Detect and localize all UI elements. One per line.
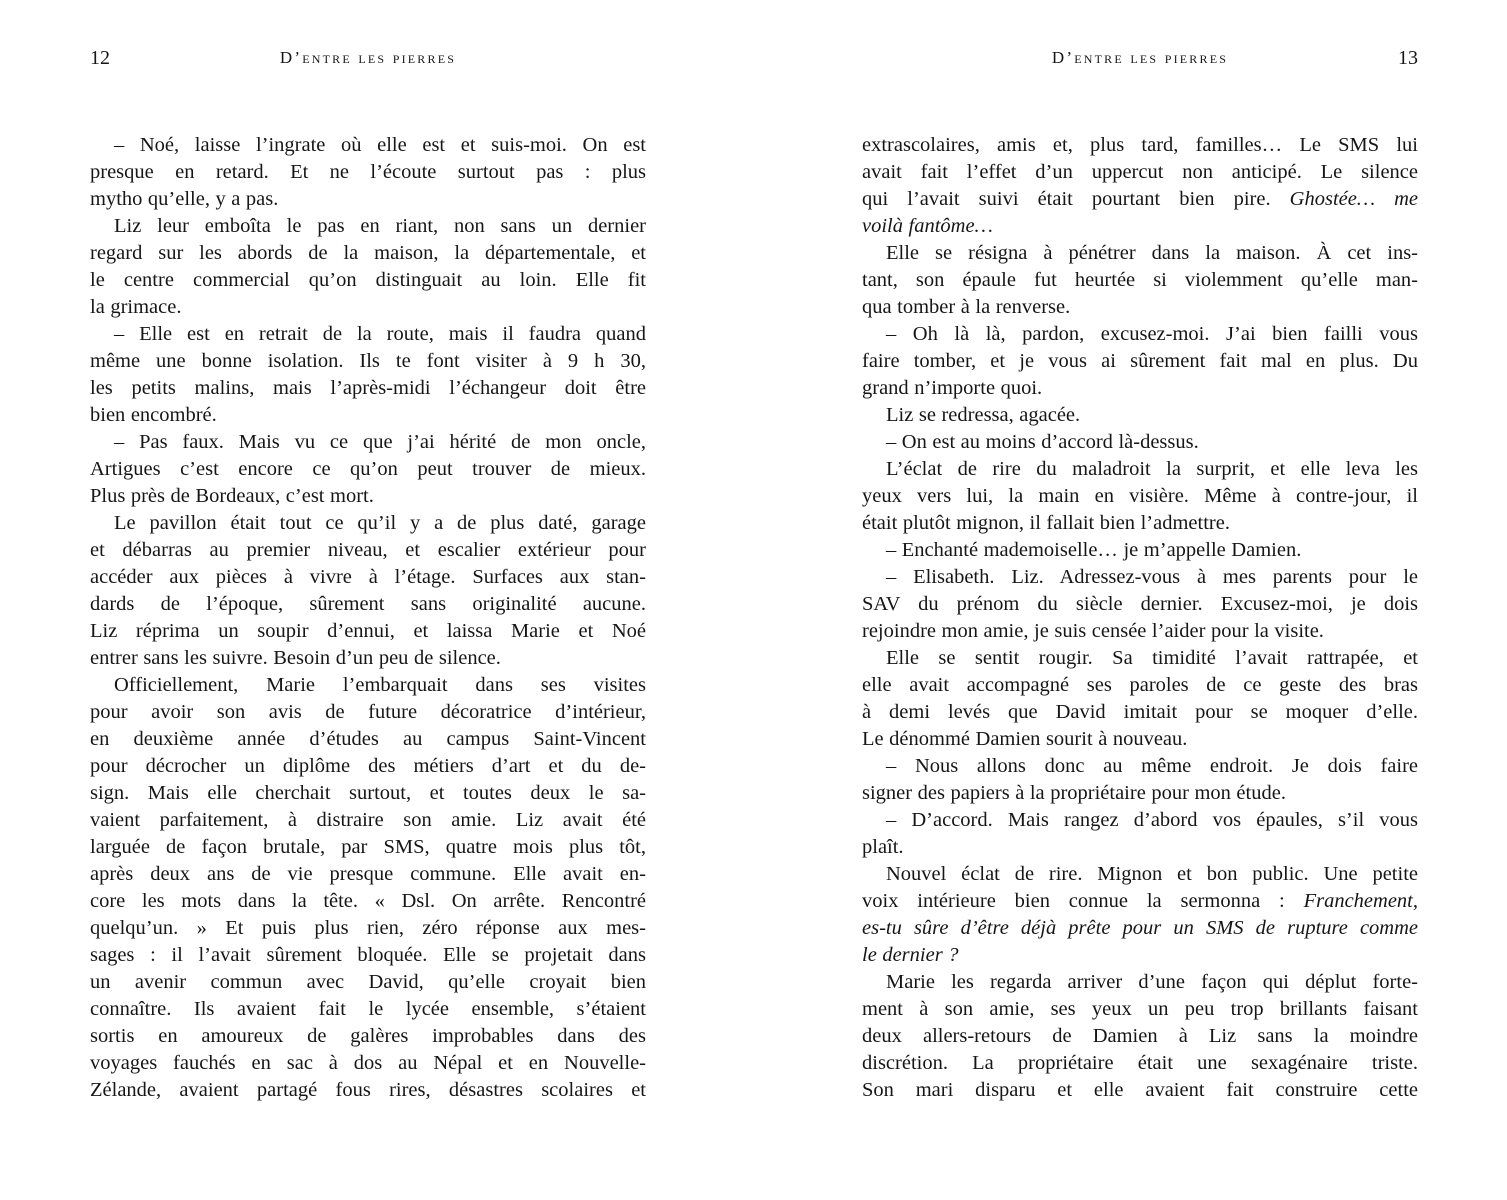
text-line: es-tu sûre d’être déjà prête pour un SMS de rupture comme [862,917,1418,939]
text-line: pour avoir son avis de future décoratrice d’intérieur, [90,701,646,723]
text-line: voyages fauchés en sac à dos au Népal et en Nouvelle- [90,1052,646,1074]
text-line: – Nous allons donc au même endroit. Je dois faire [886,755,1418,777]
text-line: même une bonne isolation. Ils te font visiter à 9 h 30, [90,350,646,372]
text-line: – Noé, laisse l’ingrate où elle est et suis-moi. On est [114,134,646,156]
text-line: signer des papiers à la propriétaire pour mon étude. [862,782,1286,804]
text-line: Marie les regarda arriver d’une façon qui déplut forte- [886,971,1418,993]
running-header [90,46,646,70]
text-line: Plus près de Bordeaux, c’est mort. [90,485,374,507]
text-line: – On est au moins d’accord là-dessus. [886,431,1199,453]
text-line: regard sur les abords de la maison, la départementale, et [90,242,646,264]
text-line: Zélande, avaient partagé fous rires, désastres scolaires et [90,1079,646,1101]
text-line: faire tomber, et je vous ai sûrement fait mal en plus. Du [862,350,1418,372]
page-number: 12 [90,47,110,69]
page-body [862,132,1418,1104]
text-line: Officiellement, Marie l’embarquait dans ses visites [114,674,646,696]
text-line: Nouvel éclat de rire. Mignon et bon public. Une petite [886,863,1418,885]
text-line: – Oh là là, pardon, excusez-moi. J’ai bien failli vous [886,323,1418,345]
text-line: le centre commercial qu’on distinguait au loin. Elle fit [90,269,646,291]
text-line: Liz se redressa, agacée. [886,404,1081,426]
text-line: – Elisabeth. Liz. Adressez-vous à mes parents pour le [886,566,1418,588]
text-line: – Pas faux. Mais vu ce que j’ai hérité de mon oncle, [114,431,646,453]
text-line: connaître. Ils avaient fait le lycée ensemble, s’étaient [90,998,646,1020]
text-line: en deuxième année d’études au campus Saint-Vincent [90,728,646,750]
text-line: vaient parfaitement, à distraire son amie. Liz avait été [90,809,646,831]
text-line: le dernier ? [862,944,959,966]
text-line: pour décrocher un diplôme des métiers d’art et du de- [90,755,646,777]
text-line: un avenir commun avec David, qu’elle croyait bien [90,971,646,993]
text-line: qui l’avait suivi était pourtant bien pire. Ghostée… me [862,188,1419,210]
page-body [90,132,646,1104]
text-line: yeux vers lui, la main en visière. Même à contre-jour, il [862,485,1418,507]
text-line: sortis en amoureux de galères improbables dans des [90,1025,646,1047]
running-title: D’entre les pierres [1051,48,1229,67]
text-line: – D’accord. Mais rangez d’abord vos épaules, s’il vous [886,809,1418,831]
text-line: les petits malins, mais l’après-midi l’échangeur doit être [90,377,646,399]
text-line: Artigues c’est encore ce qu’on peut trouver de mieux. [90,458,646,480]
text-line: discrétion. La propriétaire était une sexagénaire triste. [862,1052,1418,1074]
text-line: et débarras au premier niveau, et escalier extérieur pour [90,539,646,561]
page-left [90,0,646,1200]
text-line: Le pavillon était tout ce qu’il y a de plus daté, garage [114,512,646,534]
text-line: bien encombré. [90,404,217,426]
text-line: ment à son amie, ses yeux un peu trop brillants faisant [862,998,1418,1020]
text-line: Liz réprima un soupir d’ennui, et laissa Marie et Noé [90,620,646,642]
text-line: SAV du prénom du siècle dernier. Excusez-moi, je dois [862,593,1418,615]
text-line: Liz leur emboîta le pas en riant, non sans un dernier [114,215,646,237]
running-header [862,46,1418,70]
text-line: la grimace. [90,296,182,318]
text-line: à demi levés que David imitait pour se moquer d’elle. [862,701,1418,723]
text-line: Elle se résigna à pénétrer dans la maison. À cet ins- [886,242,1418,264]
text-line: – Elle est en retrait de la route, mais il faudra quand [114,323,646,345]
text-line: était plutôt mignon, il fallait bien l’admettre. [862,512,1230,534]
text-line: Le dénommé Damien sourit à nouveau. [862,728,1188,750]
text-line: qua tomber à la renverse. [862,296,1071,318]
text-line: elle avait accompagné ses paroles de ce geste des bras [862,674,1418,696]
text-line: entrer sans les suivre. Besoin d’un peu de silence. [90,647,501,669]
text-line: tant, son épaule fut heurtée si violemment qu’elle man- [862,269,1418,291]
text-line: après deux ans de vie presque commune. Elle avait en- [90,863,646,885]
text-line: sages : il l’avait sûrement bloquée. Elle se projetait dans [90,944,646,966]
text-line: – Enchanté mademoiselle… je m’appelle Damien. [886,539,1302,561]
text-line: voix intérieure bien connue la sermonna : Franchement, [862,890,1418,912]
text-line: dards de l’époque, sûrement sans originalité aucune. [90,593,646,615]
running-title: D’entre les pierres [279,48,457,67]
text-line: plaît. [862,836,904,858]
page-number: 13 [1398,47,1418,69]
text-line: larguée de façon brutale, par SMS, quatre mois plus tôt, [90,836,646,858]
page-right [862,0,1418,1200]
text-line: voilà fantôme… [862,215,993,237]
text-line: deux allers-retours de Damien à Liz sans la moindre [862,1025,1418,1047]
text-line: Elle se sentit rougir. Sa timidité l’avait rattrapée, et [886,647,1418,669]
text-line: accéder aux pièces à vivre à l’étage. Surfaces aux stan- [90,566,646,588]
text-line: Son mari disparu et elle avaient fait construire cette [862,1079,1418,1101]
text-line: quelqu’un. » Et puis plus rien, zéro réponse aux mes- [90,917,646,939]
text-line: mytho qu’elle, y a pas. [90,188,279,210]
text-line: extrascolaires, amis et, plus tard, familles… Le SMS lui [862,134,1418,156]
text-line: presque en retard. Et ne l’écoute surtout pas : plus [90,161,646,183]
text-line: sign. Mais elle cherchait surtout, et toutes deux le sa- [90,782,646,804]
text-line: rejoindre mon amie, je suis censée l’aider pour la visite. [862,620,1324,642]
text-line: L’éclat de rire du maladroit la surprit, et elle leva les [886,458,1418,480]
text-line: grand n’importe quoi. [862,377,1043,399]
text-line: avait fait l’effet d’un uppercut non anticipé. Le silence [862,161,1418,183]
text-line: core les mots dans la tête. « Dsl. On arrête. Rencontré [90,890,646,912]
